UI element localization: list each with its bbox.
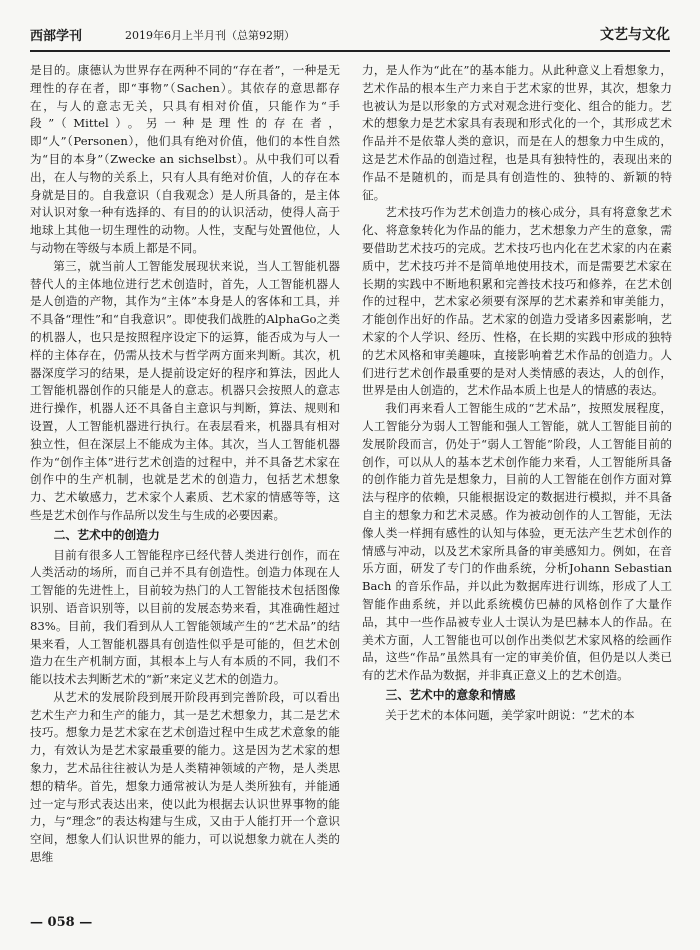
paragraph: 力，是人作为“此在”的基本能力。从此种意义上看想象力，艺术作品的根本生产力来自于艺术家的世界，其次，想象力也被认为是以形象的方式对观念进行变化、组合的能力。艺术的想象力是艺术家具有表现和形式化的一个，其形成艺术作品并不是依靠人类的意识，而是在人的想象力中生成的，这是艺术作品的创造过程，也是具有独特性的，表现出来的作品不是随机的，而是具有创造性的、独特的、新颖的特征。	[362, 63, 672, 202]
issue-info: 2019年6月上半月刊（总第92期）	[125, 29, 295, 42]
left-column	[30, 62, 340, 882]
section-title: 文艺与文化	[600, 27, 670, 43]
right-column	[362, 62, 672, 882]
paragraph: 艺术技巧作为艺术创造力的核心成分，具有将意象艺术化、将意象转化为作品的能力，艺术想象力产生的意象，需要借助艺术技巧的完成。艺术技巧也内化在艺术家的内在素质中，艺术技巧并不是简单地使用技术，而是需要艺术家在长期的实践中不断地积累和完善技术技巧和修养，在艺术创作的过程中，艺术家必须要有深厚的艺术素养和审美能力，才能创作出好的作品。艺术家的创造力受诸多因素影响，艺术家的个人学识、经历、性格，在长期的实践中形成的独特的艺术风格和审美趣味，直接影响着艺术作品的创造力。人们进行艺术创作最重要的是对人类情感的表达，人的创作，世界是由人创造的，艺术作品本质上也是人的情感的表达。	[362, 205, 672, 398]
page-number: — 058 —	[30, 915, 93, 930]
running-header	[30, 20, 670, 52]
paragraph: 第三，就当前人工智能发展现状来说，当人工智能机器替代人的主体地位进行艺术创造时，首先，人工智能机器人是人创造的产物，其作为“主体”本身是人的客体和工具，并不具备“理性”和“自我意识”。即使我们战胜的AlphaGo之类的机器人，也只是按照程序设定下的运算，能否成为与人一样的主体存在，仍需从技术与哲学两方面来判断。其次，机器深度学习的结果，是人提前设定好的程序和算法，因此人工智能机器创作的只能是人的意志。机器只会按照人的意志进行操作，机器人还不具备自主意识与判断，算法、规则和设置，人工智能机器进行执行。在表层看来，机器具有相对独立性，但在深层上不能成为主体。其次，当人工智能机器作为“创作主体”进行艺术创造的过程中，并不具备艺术家在创作中的生产机制，也就是艺术的创造力，包括艺术想象力、艺术敏感力，艺术家个人素质、艺术家的情感等等，这些是艺术创作与作品所以发生与生成的必要因素。	[30, 258, 340, 522]
journal-title: 西部学刊	[30, 29, 83, 44]
paragraph: 我们再来看人工智能生成的“艺术品”，按照发展程度，人工智能分为弱人工智能和强人工智能，就人工智能目前的发展阶段而言，仍处于“弱人工智能”阶段，人工智能目前的创作，可以从人的基本艺术创作能力来看，人工智能所具备的创作能力首先是想象力，目前的人工智能在创作方面对算法与程序的依赖，只能根据设定的数据进行模拟，并不具备自主的想象力和艺术灵感。作为被动创作的人工智能，无法像人类一样拥有感性的认知与体验，更无法产生艺术创作的情感与冲动，以及艺术家所具备的审美感知力。例如，在音乐方面，研发了专门的作曲系统，分析Johann Sebastian Bach 的音乐作品，并以此为数据库进行训练，形成了人工智能作曲系统，并以此系统模仿巴赫的风格创作了大量作品，其中一些作品被专业人士误认为是巴赫本人的作品。在美术方面，人工智能也可以创作出类似艺术家风格的绘画作品，这些“作品”虽然具有一定的审美价值，但仍是以人类已有的艺术作品为数据，并非真正意义上的艺术创造。	[362, 401, 672, 683]
section-heading: 三、艺术中的意象和情感	[385, 687, 516, 702]
paragraph: 目前有很多人工智能程序已经代替人类进行创作，而在人类活动的场所，而自己并不具有创造性。创造力体现在人工智能的先进性上，目前较为热门的人工智能技术包括图像识别、语音识别等，以目前的发展态势来看，其准确性超过83%。目前，我们看到从人工智能领域产生的“艺术品”的结果来看，人工智能机器具有创造性似乎是可能的，但艺术创造力在生产机制方面，其根本上与人有本质的不同，我们不能以技术去判断艺术的“新”来定义艺术的创造力。	[30, 547, 340, 687]
paragraph: 从艺术的发展阶段到展开阶段再到完善阶段，可以看出艺术生产力和生产的能力，其一是艺术想象力，其二是艺术技巧。想象力是艺术家在艺术创造过程中生成艺术意象的能力，有效认为是艺术家最重要的能力。这是因为艺术家的想象力，艺术品往往被认为是人类精神领域的产物，是人类思想的精华。首先，想象力通常被认为是人类所独有，并能通过一定与形式表达出来，使以此为根据去认识世界事物的能力，与“理念”的表达构建与生成，又由于人能打开一个意识空间，想象人们认识世界的能力，可以说想象力就在人类的思维	[30, 689, 340, 865]
paragraph: 是目的。康德认为世界存在两种不同的“存在者”，一种是无理性的存在者，即“事物”（Sachen）。其依存的意思都存在，与人的意志无关，只具有相对价值，只能作为“手段”（Mittel）。另一种是理性的存在者，即“人”（Personen），他们具有绝对价值，他们的本性自然为“目的本身”（Zwecke an sichselbst）。从中我们可以看出，在人与物的关系上，只有人具有绝对价值，人的存在本身就是目的。自我意识（自我观念）是人所具备的，是主体对认识对象一种有选择的、有目的的认识活动，使得人高于地球上其他一切生理性的动物。人性，支配与处置他位，人与动物在等级与本质上都是不同。	[30, 63, 340, 255]
paragraph: 关于艺术的本体问题，美学家叶朗说：“艺术的本	[385, 707, 635, 722]
section-heading: 二、艺术中的创造力	[53, 527, 160, 542]
